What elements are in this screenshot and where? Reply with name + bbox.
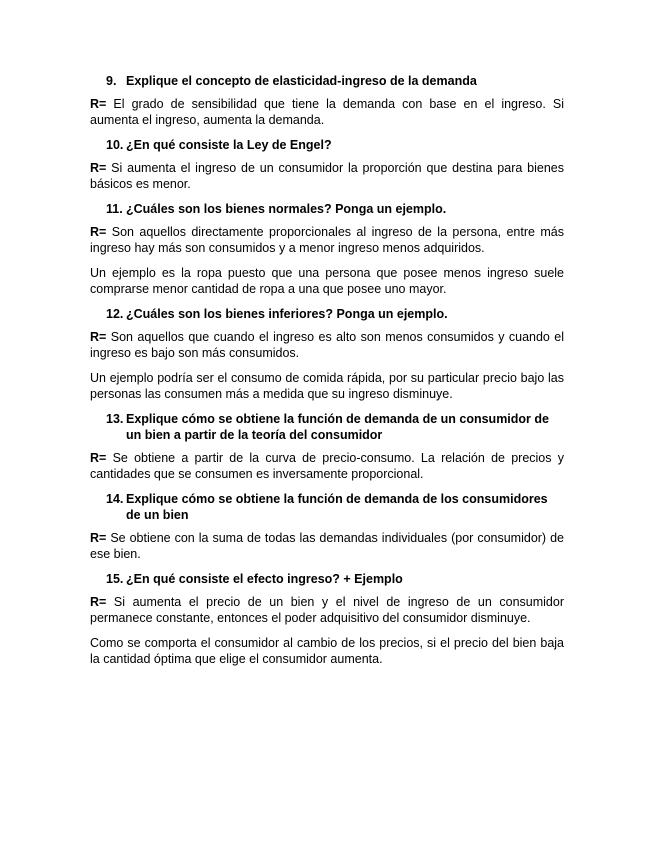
question-number: 13. (106, 412, 124, 426)
answer-text: Si aumenta el ingreso de un consumidor la proporción que destina para bienes básicos es menor. (90, 161, 564, 191)
answer-text: Son aquellos que cuando el ingreso es alto son menos consumidos y cuando el ingreso es bajo son más consumidos. (90, 330, 564, 360)
answer-marker: R= (90, 161, 107, 175)
answer-paragraph (90, 96, 564, 128)
question-number: 12. (106, 307, 124, 321)
question-title: ¿En qué consiste el efecto ingreso? + Ejemplo (126, 572, 403, 586)
question-title: ¿Cuáles son los bienes normales? Ponga un ejemplo. (126, 202, 447, 216)
answer-paragraph (90, 450, 564, 482)
answer-paragraph (90, 370, 564, 402)
question-heading (90, 411, 564, 443)
question-number: 15. (106, 572, 124, 586)
answer-marker: R= (90, 97, 107, 111)
question-title: ¿Cuáles son los bienes inferiores? Ponga un ejemplo. (126, 307, 448, 321)
question-title: Explique cómo se obtiene la función de demanda de los consumidores de un bien (126, 492, 548, 522)
answer-marker: R= (90, 225, 107, 239)
answer-text: El grado de sensibilidad que tiene la demanda con base en el ingreso. Si aumenta el ingreso, aumenta la demanda. (90, 97, 564, 127)
question-title: Explique el concepto de elasticidad-ingreso de la demanda (126, 74, 477, 88)
question-heading (90, 571, 564, 587)
question-section (90, 137, 564, 192)
question-heading (90, 137, 564, 153)
question-section (90, 491, 564, 562)
answer-paragraph (90, 160, 564, 192)
question-number: 14. (106, 492, 124, 506)
question-number: 10. (106, 138, 124, 152)
question-number: 9. (106, 74, 117, 88)
answer-text: Un ejemplo es la ropa puesto que una persona que posee menos ingreso suele comprarse menor cantidad de ropa a una que posee uno mayor. (90, 266, 564, 296)
answer-paragraph (90, 594, 564, 626)
question-heading (90, 306, 564, 322)
question-number: 11. (106, 202, 123, 216)
question-section (90, 73, 564, 128)
answer-paragraph (90, 329, 564, 361)
answer-paragraph (90, 530, 564, 562)
question-section (90, 411, 564, 482)
question-section (90, 201, 564, 297)
answer-text: Se obtiene con la suma de todas las demandas individuales (por consumidor) de ese bien. (90, 531, 564, 561)
answer-text: Se obtiene a partir de la curva de precio-consumo. La relación de precios y cantidades que se consumen es inversamente proporcional. (90, 451, 564, 481)
question-section (90, 306, 564, 402)
question-title: Explique cómo se obtiene la función de demanda de un consumidor de un bien a partir de la teoría del consumidor (126, 412, 549, 442)
answer-paragraph (90, 635, 564, 667)
question-heading (90, 491, 564, 523)
document-body (90, 73, 564, 676)
answer-marker: R= (90, 451, 107, 465)
answer-text: Si aumenta el precio de un bien y el nivel de ingreso de un consumidor permanece constante, entonces el poder adquisitivo del consumidor disminuye. (90, 595, 564, 625)
question-title: ¿En qué consiste la Ley de Engel? (126, 138, 332, 152)
answer-text: Como se comporta el consumidor al cambio de los precios, si el precio del bien baja la cantidad óptima que elige el consumidor aumenta. (90, 636, 564, 666)
answer-text: Son aquellos directamente proporcionales al ingreso de la persona, entre más ingreso hay más son consumidos y a menor ingreso menos adquiridos. (90, 225, 564, 255)
answer-marker: R= (90, 595, 107, 609)
answer-marker: R= (90, 330, 107, 344)
answer-text: Un ejemplo podría ser el consumo de comida rápida, por su particular precio bajo las personas las consumen más a medida que su ingreso disminuye. (90, 371, 564, 401)
answer-paragraph (90, 224, 564, 256)
question-heading (90, 73, 564, 89)
answer-paragraph (90, 265, 564, 297)
question-heading (90, 201, 564, 217)
question-section (90, 571, 564, 667)
answer-marker: R= (90, 531, 107, 545)
